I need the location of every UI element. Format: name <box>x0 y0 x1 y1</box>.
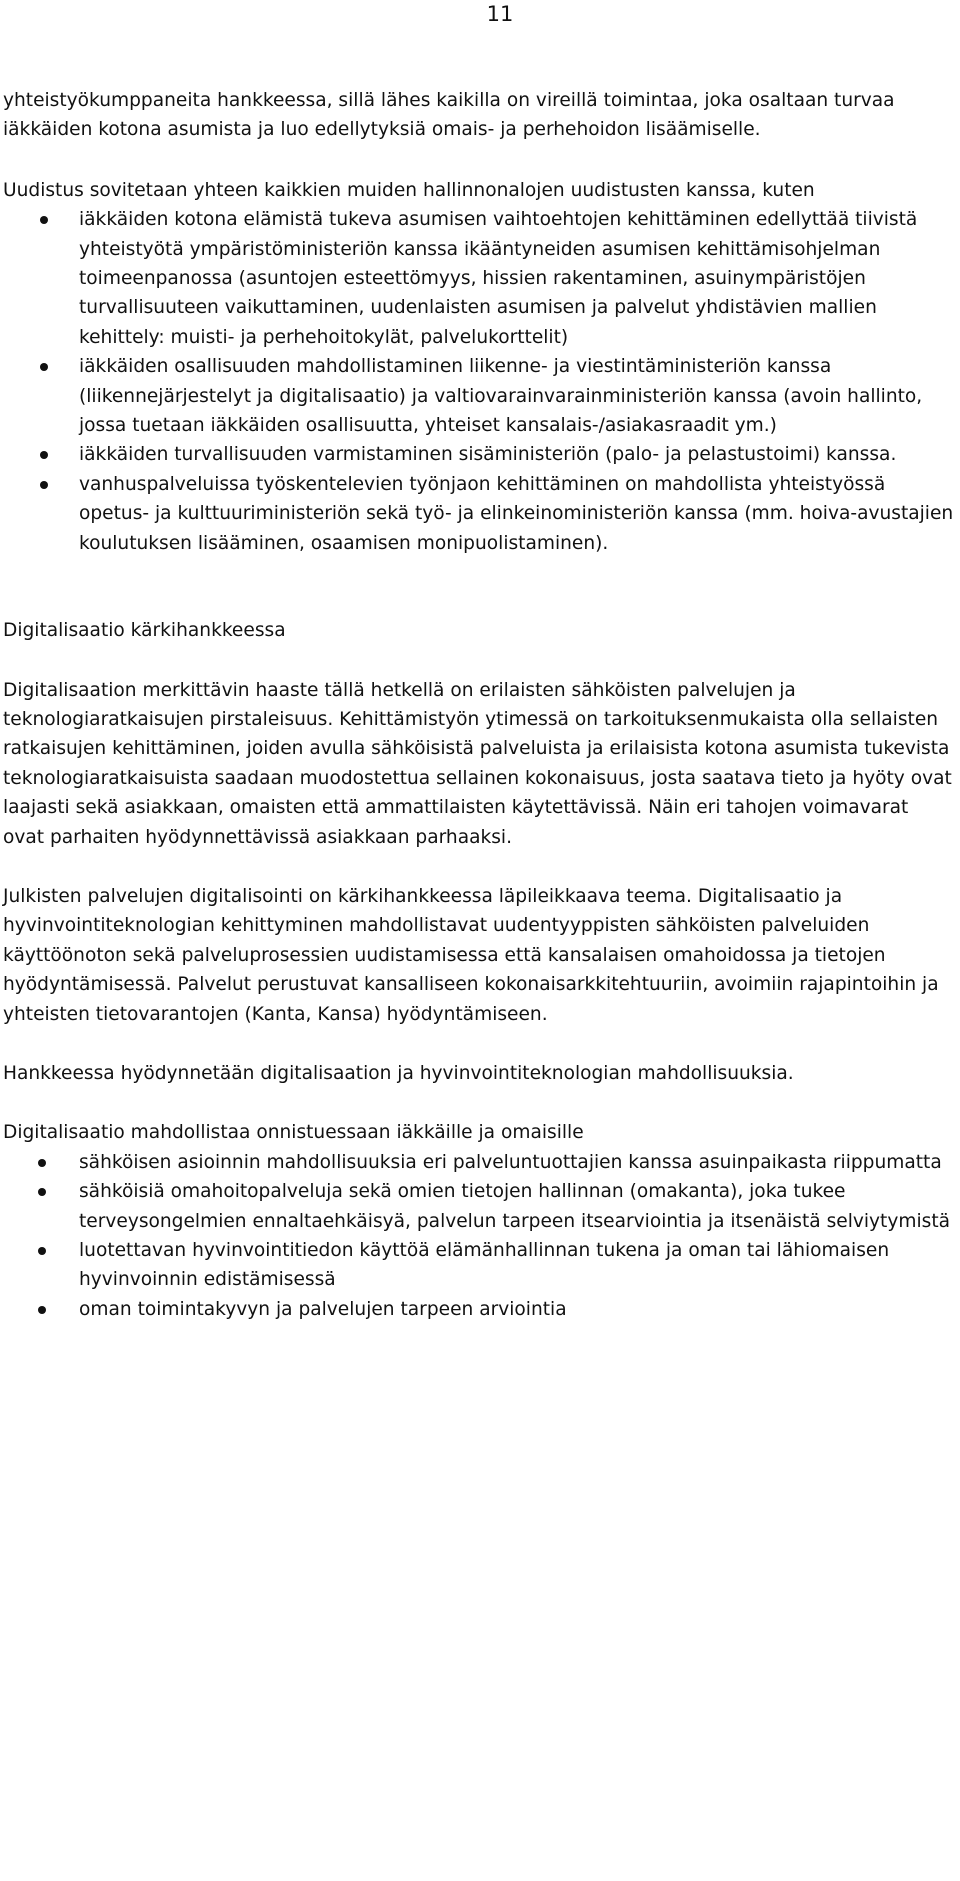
list-item: iäkkäiden osallisuuden mahdollistaminen liikenne- ja viestintäministeriön kanssa (liikennejärjestelyt ja digitalisaatio) ja valtiovarainvarainministeriön kanssa (avoin hallinto, jossa tuetaan iäkkäiden osallisuutta, yhteiset kansalais-/asiakasraadit ym.) <box>3 352 955 440</box>
list-item: sähköisen asioinnin mahdollisuuksia eri palveluntuottajien kanssa asuinpaikasta riippumatta <box>3 1148 955 1177</box>
list-item: oman toimintakyvyn ja palvelujen tarpeen arviointia <box>3 1295 955 1324</box>
paragraph-intro: yhteistyökumppaneita hankkeessa, sillä lähes kaikilla on vireillä toimintaa, joka osaltaan turvaa iäkkäiden kotona asumista ja luo edellytyksiä omais- ja perhehoidon lisäämiselle. <box>3 90 895 141</box>
bullet-icon <box>40 451 48 459</box>
paragraph-enables: Digitalisaatio mahdollistaa onnistuessaan iäkkäille ja omaisille <box>3 1122 584 1144</box>
paragraph-public-services: Julkisten palvelujen digitalisointi on kärkihankkeessa läpileikkaava teema. Digitalisaatio ja hyvinvointiteknologian kehittyminen mahdollistavat uudentyyppisten sähköisten palveluiden käyttöönoton sekä palveluprosessien uudistamisessa että kansalaisen omahoidossa ja tietojen hyödyntämisessä. Palvelut perustuvat kansalliseen kokonaisarkkitehtuuriin, avoimiin rajapintoihin ja yhteisten tietovarantojen (Kanta, Kansa) hyödyntämiseen. <box>3 885 939 1025</box>
list-item: luotettavan hyvinvointitiedon käyttöä elämänhallinnan tukena ja oman tai lähiomaisen hyvinvoinnin edistämisessä <box>3 1236 955 1295</box>
paragraph-project: Hankkeessa hyödynnetään digitalisaation ja hyvinvointiteknologian mahdollisuuksia. <box>3 1062 794 1084</box>
bullet-icon <box>40 363 48 371</box>
list-item: vanhuspalveluissa työskentelevien työnjaon kehittäminen on mahdollista yhteistyössä opetus- ja kulttuuriministeriön sekä työ- ja elinkeinoministeriön kanssa (mm. hoiva-avustajien koulutuksen lisääminen, osaamisen monipuolistaminen). <box>3 470 955 558</box>
bullet-icon <box>38 1159 46 1167</box>
bullet-icon <box>40 216 48 224</box>
bullet-icon <box>40 481 48 489</box>
page-number: 11 <box>486 2 514 26</box>
bullet-icon <box>38 1188 46 1196</box>
bullet-list-enables <box>3 1148 955 1324</box>
bullet-list-reforms <box>3 205 955 558</box>
list-item: iäkkäiden kotona elämistä tukeva asumisen vaihtoehtojen kehittäminen edellyttää tiivistä yhteistyötä ympäristöministeriön kanssa ikääntyneiden asumisen kehittämisohjelman toimeenpanossa (asuntojen esteettömyys, hissien rakentaminen, asuinympäristöjen turvallisuuteen vaikuttaminen, uudenlaisten asumisen ja palvelut yhdistävien mallien kehittely: muisti- ja perhehoitokylät, palvelukorttelit) <box>3 205 955 352</box>
paragraph-digitalization-challenge: Digitalisaation merkittävin haaste tällä hetkellä on erilaisten sähköisten palvelujen ja teknologiaratkaisujen pirstaleisuus. Kehittämistyön ytimessä on tarkoituksenmukaista olla sellaisten ratkaisujen kehittäminen, joiden avulla sähköisistä palveluista ja erilaisista kotona asumista tukevista teknologiaratkaisuista saadaan muodostettua sellainen kokonaisuus, josta saatava tieto ja hyöty ovat laajasti sekä asiakkaan, omaisten että ammattilaisten käytettävissä. Näin eri tahojen voimavarat ovat parhaiten hyödynnettävissä asiakkaan parhaaksi. <box>3 679 952 848</box>
section-heading: Digitalisaatio kärkihankkeessa <box>3 620 286 642</box>
paragraph-reform: Uudistus sovitetaan yhteen kaikkien muiden hallinnonalojen uudistusten kanssa, kuten <box>3 179 815 201</box>
document-body <box>3 86 955 1324</box>
bullet-icon <box>38 1306 46 1314</box>
list-item: iäkkäiden turvallisuuden varmistaminen sisäministeriön (palo- ja pelastustoimi) kanssa. <box>3 440 955 469</box>
list-item: sähköisiä omahoitopalveluja sekä omien tietojen hallinnan (omakanta), joka tukee terveysongelmien ennaltaehkäisyä, palvelun tarpeen itsearviointia ja itsenäistä selviytymistä <box>3 1177 955 1236</box>
bullet-icon <box>38 1247 46 1255</box>
